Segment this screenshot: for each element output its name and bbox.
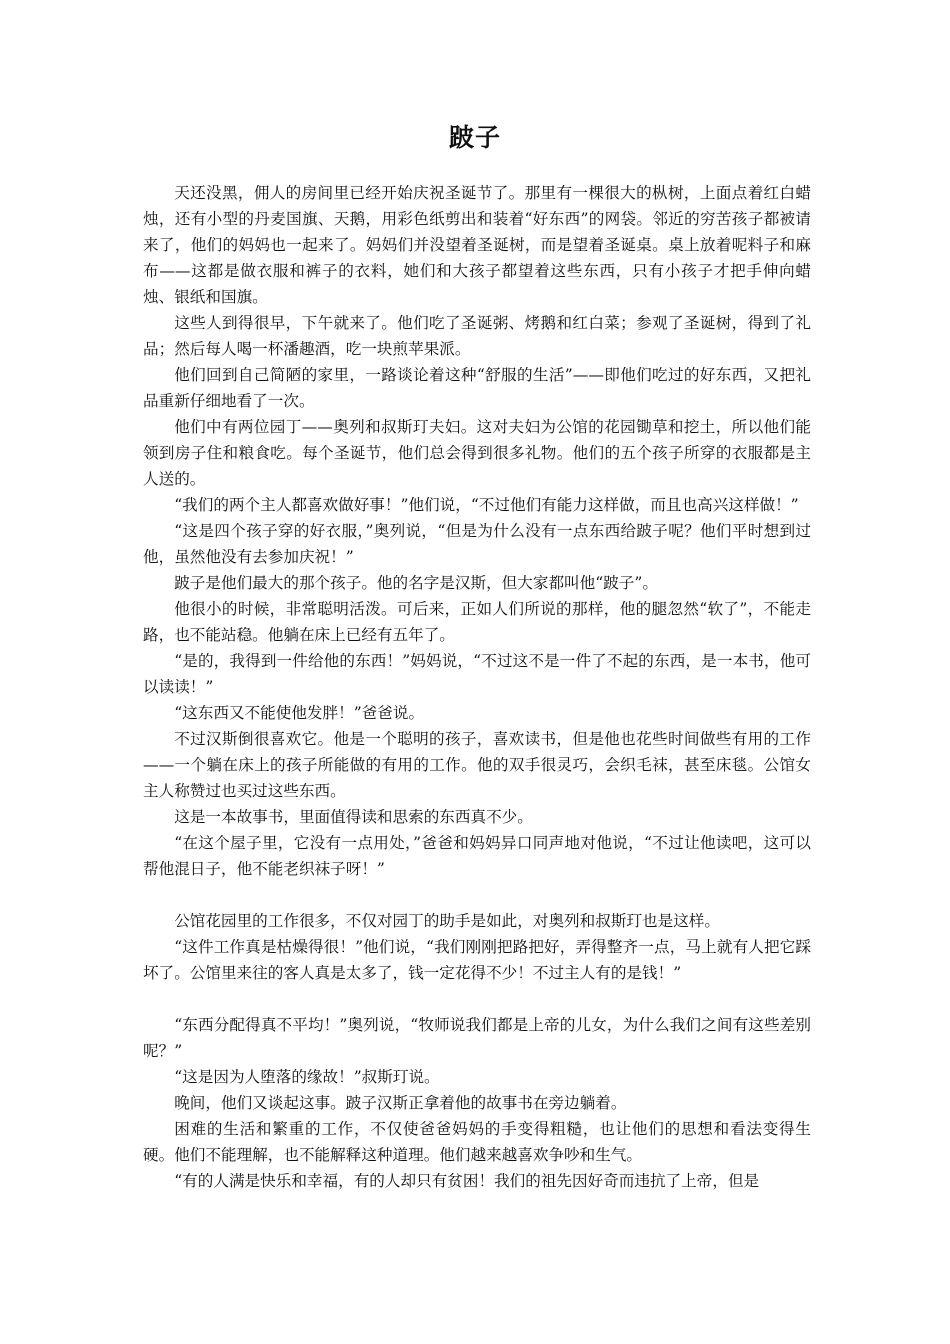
paragraph: 跛子是他们最大的那个孩子。他的名字是汉斯，但大家都叫他“跛子”。 (174, 574, 658, 592)
paragraph: “是的，我得到一件给他的东西！”妈妈说，“不过这不是一件了不起的东西，是一本书，他可以读读！” (143, 652, 811, 696)
paragraph: 这是一本故事书，里面值得读和思索的东西真不少。 (174, 808, 533, 826)
paragraph: 他们回到自己简陋的家里，一路谈论着这种“舒服的生活”——即他们吃过的好东西，又把礼品重新仔细地看了一次。 (143, 366, 811, 410)
paragraph: “这是四个孩子穿的好衣服，”奥列说，“但是为什么没有一点东西给跛子呢？他们平时想到过他，虽然他没有去参加庆祝！” (143, 522, 811, 566)
paragraph: “这是因为人堕落的缘故！”叔斯玎说。 (174, 1068, 440, 1086)
paragraph: “这东西又不能使他发胖！”爸爸说。 (174, 704, 425, 722)
story-body (143, 180, 811, 1194)
paragraph: 他们中有两位园丁——奥列和叔斯玎夫妇。这对夫妇为公馆的花园锄草和挖土，所以他们能领到房子住和粮食吃。每个圣诞节，他们总会得到很多礼物。他们的五个孩子所穿的衣服都是主人送的。 (143, 418, 811, 488)
paragraph: “有的人满是快乐和幸福，有的人却只有贫困！我们的祖先因好奇而违抗了上帝，但是 (174, 1172, 760, 1190)
paragraph: 公馆花园里的工作很多，不仅对园丁的助手是如此，对奥列和叔斯玎也是这样。 (174, 912, 720, 930)
paragraph: 天还没黑，佣人的房间里已经开始庆祝圣诞节了。那里有一棵很大的枞树，上面点着红白蜡烛，还有小型的丹麦国旗、天鹅，用彩色纸剪出和装着“好东西”的网袋。邻近的穷苦孩子都被请来了，他们的妈妈也一起来了。妈妈们并没望着圣诞树，而是望着圣诞桌。桌上放着呢料子和麻布——这都是做衣服和裤子的衣料，她们和大孩子都望着这些东西，只有小孩子才把手伸向蜡烛、银纸和国旗。 (143, 184, 811, 306)
paragraph: 他很小的时候，非常聪明活泼。可后来，正如人们所说的那样，他的腿忽然“软了”，不能走路，也不能站稳。他躺在床上已经有五年了。 (143, 600, 811, 644)
paragraph: “东西分配得真不平均！”奥列说，“牧师说我们都是上帝的儿女，为什么我们之间有这些差别呢？” (143, 1016, 811, 1060)
paragraph: 困难的生活和繁重的工作，不仅使爸爸妈妈的手变得粗糙，也让他们的思想和看法变得生硬。他们不能理解，也不能解释这种道理。他们越来越喜欢争吵和生气。 (143, 1120, 811, 1164)
paragraph: “在这个屋子里，它没有一点用处，”爸爸和妈妈异口同声地对他说，“不过让他读吧，这可以帮他混日子，他不能老织袜子呀！” (143, 834, 811, 878)
paragraph: 不过汉斯倒很喜欢它。他是一个聪明的孩子，喜欢读书，但是他也花些时间做些有用的工作——一个躺在床上的孩子所能做的有用的工作。他的双手很灵巧，会织毛袜，甚至床毯。公馆女主人称赞过也买过这些东西。 (143, 730, 811, 800)
paragraph: 这些人到得很早，下午就来了。他们吃了圣诞粥、烤鹅和红白菜；参观了圣诞树，得到了礼品；然后每人喝一杯潘趣酒，吃一块煎苹果派。 (143, 314, 811, 358)
paragraph: “这件工作真是枯燥得很！”他们说，“我们刚刚把路把好，弄得整齐一点，马上就有人把它踩坏了。公馆里来往的客人真是太多了，钱一定花得不少！不过主人有的是钱！” (143, 938, 811, 982)
page-title: 跛子 (448, 123, 501, 152)
paragraph: “我们的两个主人都喜欢做好事！”他们说，“不过他们有能力这样做，而且也高兴这样做！” (174, 496, 799, 514)
paragraph: 晚间，他们又谈起这事。跛子汉斯正拿着他的故事书在旁边躺着。 (174, 1094, 627, 1112)
